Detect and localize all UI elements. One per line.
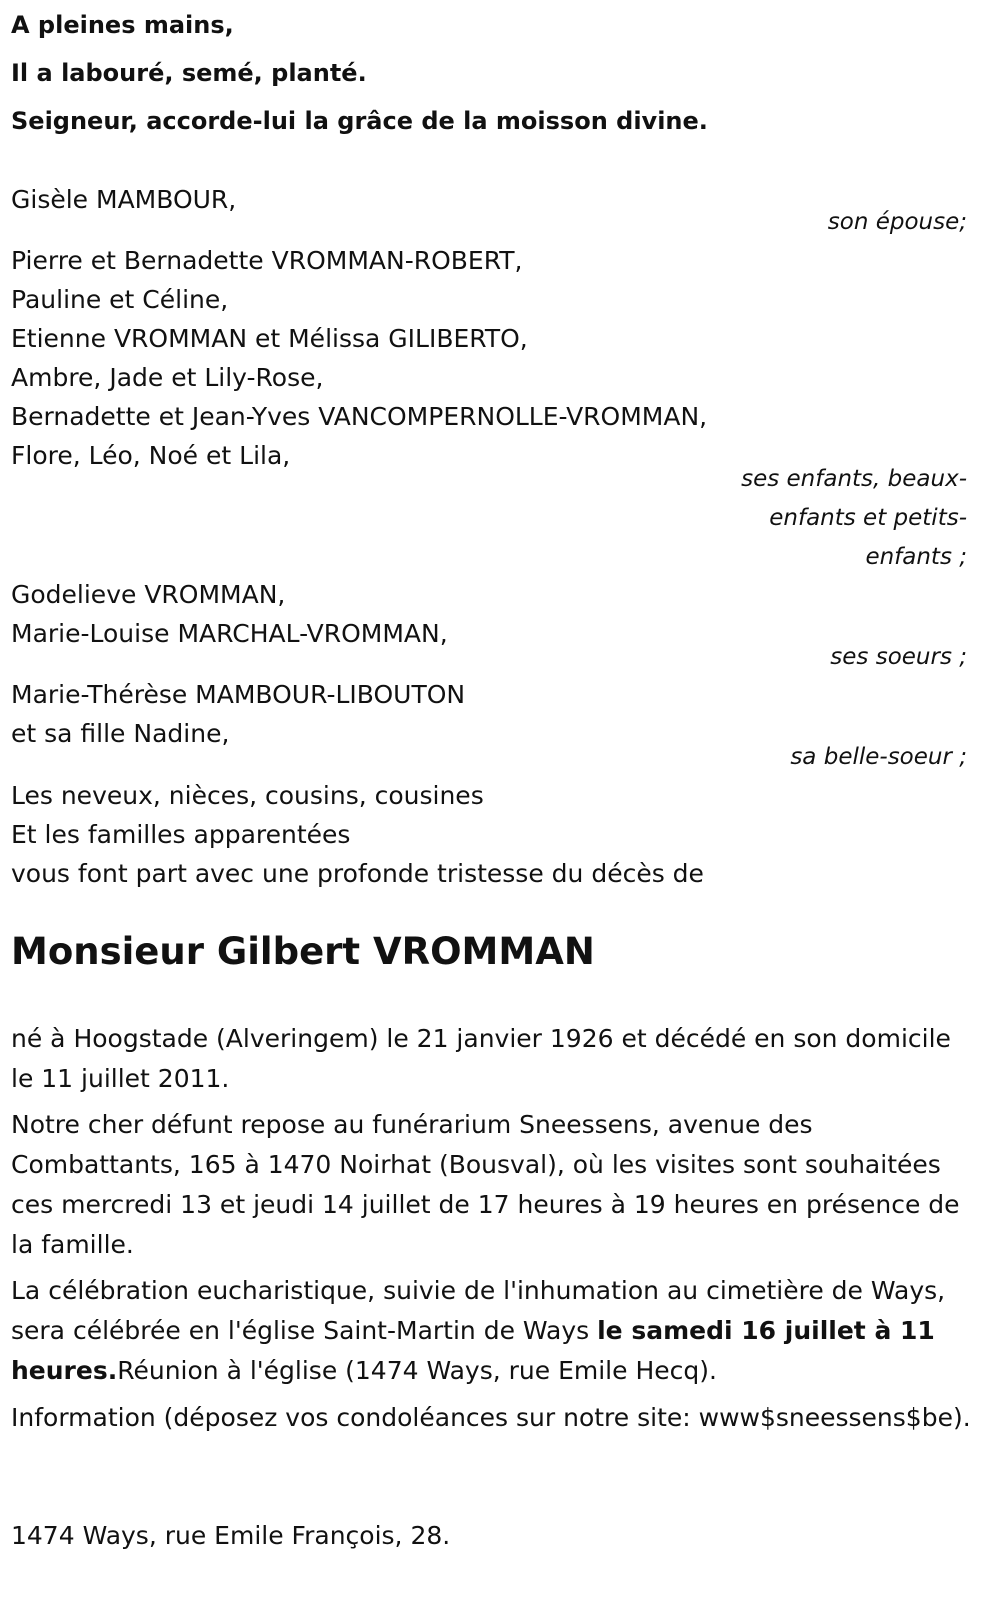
sisters-relation: ses soeurs ;	[830, 644, 967, 670]
child-line: Pierre et Bernadette VROMMAN-ROBERT,	[11, 246, 523, 275]
spouse-name: Gisèle MAMBOUR,	[11, 185, 237, 214]
ceremony-text: La célébration eucharistique, suivie de l'inhumation au cimetière de Ways, sera célébrée en l'église Saint-Martin de Ways	[11, 1276, 946, 1345]
verse-line-2: Il a labouré, semé, planté.	[11, 59, 367, 87]
children-relation-line: enfants et petits-	[769, 505, 967, 531]
ceremony-meeting: Réunion à l'église (1474 Ways, rue Emile Hecq).	[117, 1356, 717, 1385]
sister-in-law-line: Marie-Thérèse MAMBOUR-LIBOUTON	[11, 680, 466, 709]
child-line: Pauline et Céline,	[11, 285, 229, 314]
children-relation-line: enfants ;	[865, 544, 967, 570]
sister-line: Godelieve VROMMAN,	[11, 580, 286, 609]
sister-in-law-line: et sa fille Nadine,	[11, 719, 230, 748]
child-line: Ambre, Jade et Lily-Rose,	[11, 363, 324, 392]
birth-death-paragraph: né à Hoogstade (Alveringem) le 21 janvier 1926 et décédé en son domicile le 11 juillet 2011.	[11, 1024, 951, 1093]
funeral-home-paragraph: Notre cher défunt repose au funérarium Sneessens, avenue des Combattants, 165 à 1470 Noirhat (Bousval), où les visites sont souhaitées ces mercredi 13 et jeudi 14 juillet de 17 heures à 19 heures en présence de la famille.	[11, 1110, 960, 1259]
others-line: Et les familles apparentées	[11, 820, 351, 849]
others-line: vous font part avec une profonde tristesse du décès de	[11, 859, 704, 888]
verse-line-1: A pleines mains,	[11, 11, 234, 39]
child-line: Flore, Léo, Noé et Lila,	[11, 441, 291, 470]
children-relation-line: ses enfants, beaux-	[741, 466, 967, 492]
sister-line: Marie-Louise MARCHAL-VROMMAN,	[11, 619, 448, 648]
deceased-name: Monsieur Gilbert VROMMAN	[11, 930, 595, 973]
verse-line-3: Seigneur, accorde-lui la grâce de la moisson divine.	[11, 107, 708, 135]
ceremony-date: le samedi 16 juillet à 11 heures.	[11, 1316, 935, 1385]
child-line: Bernadette et Jean-Yves VANCOMPERNOLLE-VROMMAN,	[11, 402, 708, 431]
information-paragraph: Information (déposez vos condoléances sur notre site: www$sneessens$be).	[11, 1403, 971, 1432]
child-line: Etienne VROMMAN et Mélissa GILIBERTO,	[11, 324, 528, 353]
spouse-relation: son épouse;	[827, 209, 967, 235]
home-address: 1474 Ways, rue Emile François, 28.	[11, 1521, 451, 1550]
sister-in-law-relation: sa belle-soeur ;	[790, 744, 967, 770]
others-line: Les neveux, nièces, cousins, cousines	[11, 781, 484, 810]
ceremony-paragraph	[11, 1271, 976, 1391]
